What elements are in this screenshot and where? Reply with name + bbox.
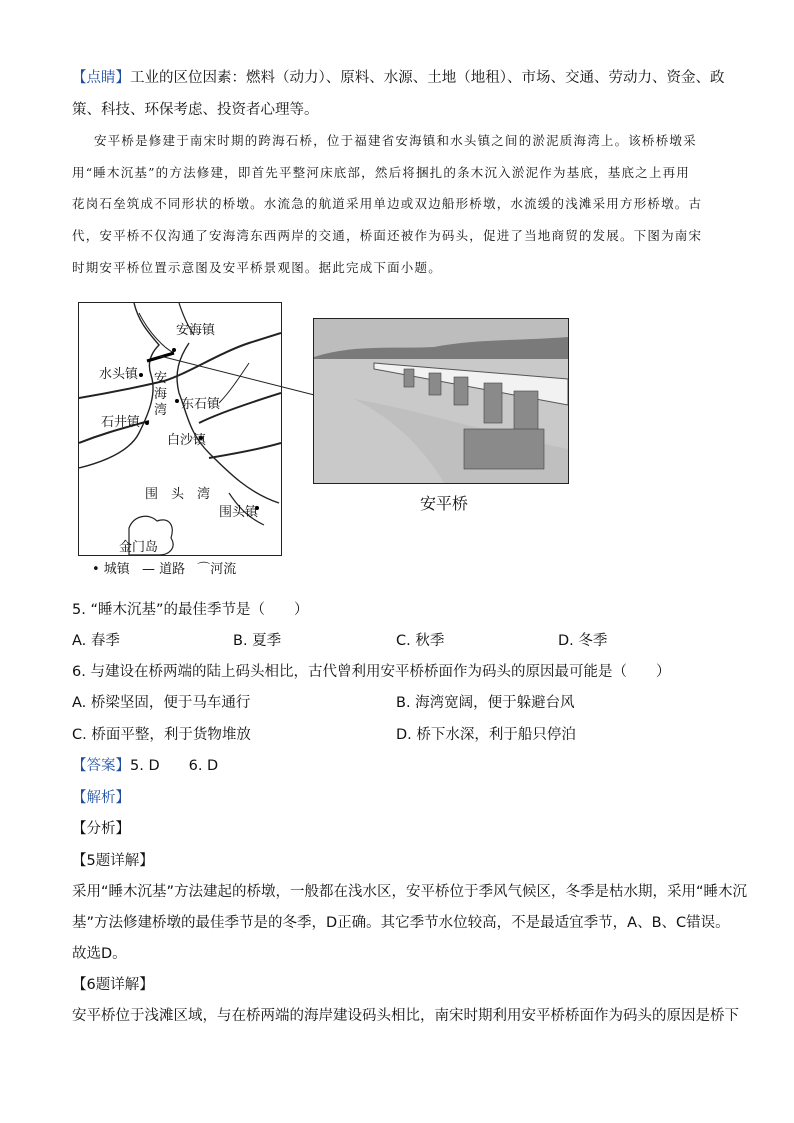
q6-option-a: A. 桥梁坚固，便于马车通行 bbox=[72, 695, 251, 711]
q5-detail-line-3: 故选D。 bbox=[72, 946, 127, 962]
q6-option-b: B. 海湾宽阔，便于躲避台风 bbox=[396, 695, 575, 711]
river-legend-icon: ⌒ bbox=[197, 562, 211, 577]
town-shuitou: 水头镇 bbox=[99, 367, 139, 382]
bay-anhai-char-2: 海 bbox=[154, 387, 168, 402]
q6-option-d: D. 桥下水深，利于船只停泊 bbox=[396, 727, 576, 743]
q5-detail-tag: 【5题详解】 bbox=[72, 853, 154, 869]
answer-text: 5. D 6. D bbox=[130, 758, 219, 774]
q5-option-c: C. 秋季 bbox=[396, 633, 445, 649]
answer-line bbox=[72, 754, 218, 775]
passage-line-5: 时期安平桥位置示意图及安平桥景观图。据此完成下面小题。 bbox=[72, 260, 442, 275]
map-legend bbox=[92, 558, 236, 577]
bridge-photo bbox=[313, 318, 569, 484]
answer-tag: 【答案】 bbox=[72, 758, 130, 774]
bay-anhai-char-3: 湾 bbox=[154, 403, 168, 418]
passage-line-4: 代，安平桥不仅沟通了安海湾东西两岸的交通，桥面还被作为码头，促进了当地商贸的发展。下图为南宋 bbox=[72, 228, 703, 243]
q6-option-c: C. 桥面平整，利于货物堆放 bbox=[72, 727, 251, 743]
island-jinmen: 金门岛 bbox=[119, 540, 159, 555]
q5-option-a: A. 春季 bbox=[72, 633, 120, 649]
bay-weitou: 围 头 湾 bbox=[145, 487, 211, 502]
town-anhai: 安海镇 bbox=[176, 323, 216, 338]
intro-tag: 【点睛】 bbox=[72, 70, 130, 86]
town-dongshi: 东石镇 bbox=[181, 397, 221, 412]
q6-stem: 6. 与建设在桥两端的陆上码头相比，古代曾利用安平桥桥面作为码头的原因最可能是（ ） bbox=[72, 664, 671, 680]
q5-detail-line-1: 采用“睡木沉基”方法建起的桥墩，一般都在浅水区，安平桥位于季风气候区，冬季是枯水期，采用“睡木沉 bbox=[72, 884, 748, 900]
bay-anhai-char-1: 安 bbox=[154, 371, 168, 386]
legend-river: 河流 bbox=[210, 562, 237, 577]
intro-line-2: 策、科技、环保考虑、投资者心理等。 bbox=[72, 102, 319, 118]
intro-text: 工业的区位因素：燃料（动力）、原料、水源、土地（地租）、市场、交通、劳动力、资金、政 bbox=[130, 70, 725, 86]
passage-line-1: 安平桥是修建于南宋时期的跨海石桥，位于福建省安海镇和水头镇之间的淤泥质海湾上。该桥桥墩采 bbox=[94, 133, 697, 148]
q5-option-b: B. 夏季 bbox=[233, 633, 282, 649]
passage-line-2: 用“睡木沉基”的方法修建，即首先平整河床底部，然后将捆扎的条木沉入淤泥作为基底，基底之上再用 bbox=[72, 165, 690, 180]
passage-line-3: 花岗石垒筑成不同形状的桥墩。水流急的航道采用单边或双边船形桥墩，水流缓的浅滩采用方形桥墩。古 bbox=[72, 196, 703, 211]
legend-road: — 道路 bbox=[141, 562, 186, 577]
town-shijing: 石井镇 bbox=[101, 415, 141, 430]
q5-option-d: D. 冬季 bbox=[558, 633, 608, 649]
q5-detail-line-2: 基”方法修建桥墩的最佳季节是的冬季，D正确。其它季节水位较高，不是最适宜季节，A、B、C错误。 bbox=[72, 915, 730, 931]
analysis-tag: 【解析】 bbox=[72, 790, 130, 806]
photo-caption: 安平桥 bbox=[420, 494, 469, 513]
legend-town: • 城镇 bbox=[92, 562, 130, 577]
bridge-photo-drawing bbox=[314, 319, 568, 483]
q5-stem: 5. “睡木沉基”的最佳季节是（ ） bbox=[72, 602, 309, 618]
q6-detail-tag: 【6题详解】 bbox=[72, 977, 154, 993]
town-baisha: 白沙镇 bbox=[167, 433, 207, 448]
fenxi-tag: 【分析】 bbox=[72, 821, 130, 837]
q6-detail-line-1: 安平桥位于浅滩区域，与在桥两端的海岸建设码头相比，南宋时期利用安平桥桥面作为码头的原因是桥下 bbox=[72, 1008, 739, 1024]
town-weitou: 围头镇 bbox=[219, 505, 259, 520]
